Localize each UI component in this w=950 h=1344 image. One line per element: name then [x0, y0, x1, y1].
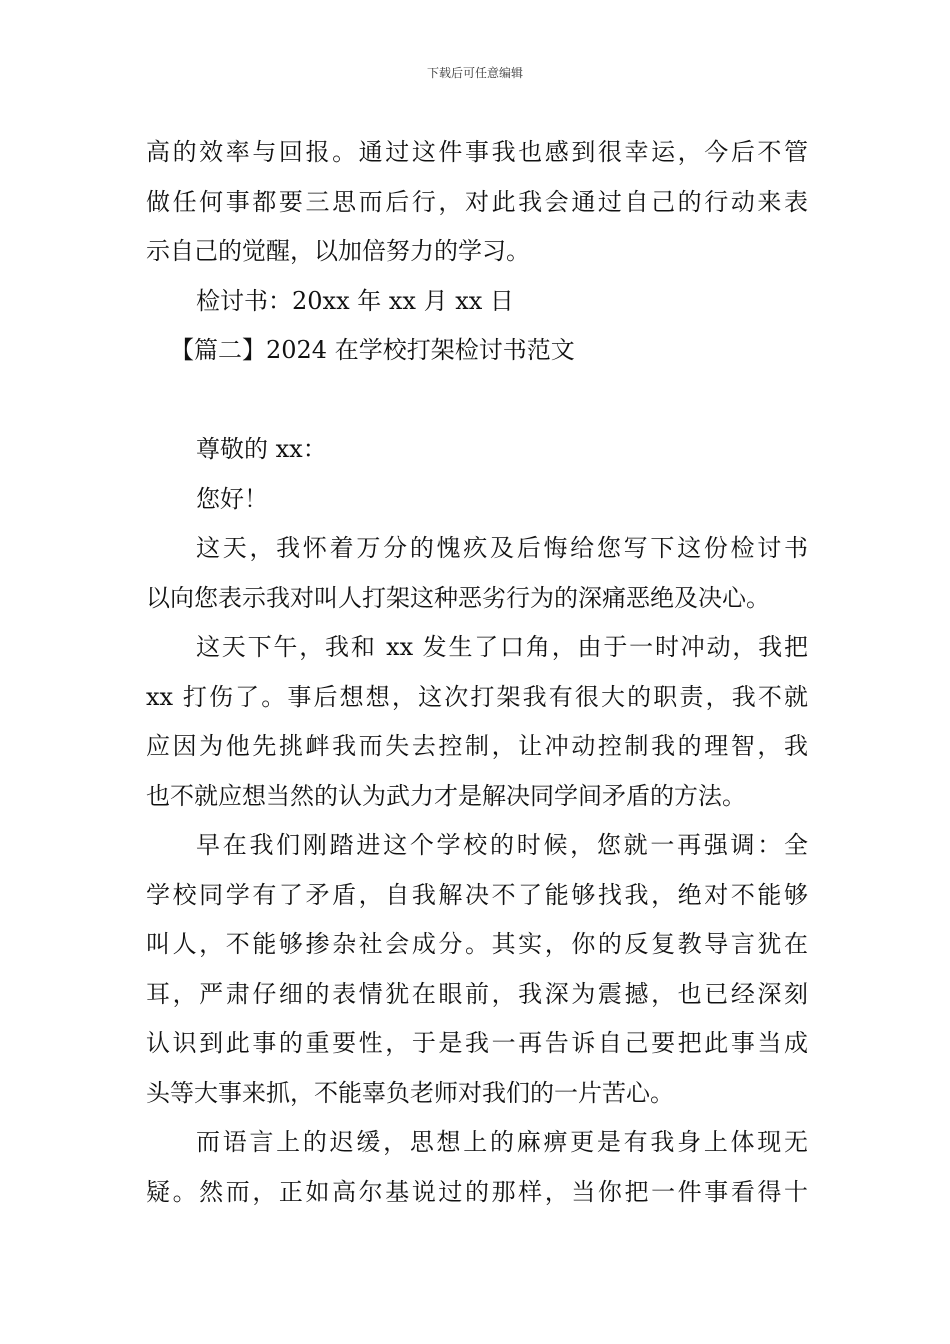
- text-line: 而语言上的迟缓，思想上的麻痹更是有我身上体现无: [196, 1128, 808, 1156]
- text-line: 疑。然而，正如高尔基说过的那样，当你把一件事看得十: [146, 1177, 808, 1206]
- text-line: 早在我们刚踏进这个学校的时候，您就一再强调：全: [196, 831, 808, 859]
- text-line: 以向您表示我对叫人打架这种恶劣行为的深痛恶绝及决心。: [146, 583, 770, 612]
- text-line: 这天下午，我和 xx 发生了口角，由于一时冲动，我把: [196, 633, 808, 661]
- page-header-note: 下载后可任意编辑: [426, 66, 523, 80]
- text-line: 叫人，不能够掺杂社会成分。其实，你的反复教导言犹在: [146, 930, 808, 958]
- text-line: 高的效率与回报。通过这件事我也感到很幸运，今后不管: [146, 138, 808, 166]
- text-line: 做任何事都要三思而后行，对此我会通过自己的行动来表: [146, 187, 808, 216]
- text-line: 耳，严肃仔细的表情犹在眼前，我深为震撼，也已经深刻: [146, 979, 808, 1008]
- text-line: xx 打伤了。事后想想，这次打架我有很大的职责，我不就: [146, 682, 808, 711]
- text-line: 认识到此事的重要性，于是我一再告诉自己要把此事当成: [146, 1029, 808, 1057]
- text-line: 应因为他先挑衅我而失去控制，让冲动控制我的理智，我: [146, 732, 808, 760]
- text-line: 头等大事来抓，不能辜负老师对我们的一片苦心。: [146, 1078, 674, 1107]
- greeting: 您好！: [196, 484, 268, 513]
- signature-date: 检讨书：20xx 年 xx 月 xx 日: [196, 286, 514, 315]
- blank-line: [146, 376, 808, 426]
- text-line: 也不就应想当然的认为武力才是解决同学间矛盾的方法。: [146, 781, 746, 810]
- text-line: 这天，我怀着万分的愧疚及后悔给您写下这份检讨书: [196, 534, 808, 562]
- section-title: 【篇二】2024 在学校打架检讨书范文: [170, 336, 575, 364]
- salutation: 尊敬的 xx：: [196, 435, 327, 463]
- text-line: 示自己的觉醒，以加倍努力的学习。: [146, 237, 530, 265]
- text-line: 学校同学有了矛盾，自我解决不了能够找我，绝对不能够: [146, 880, 808, 909]
- document-body: [146, 128, 808, 1217]
